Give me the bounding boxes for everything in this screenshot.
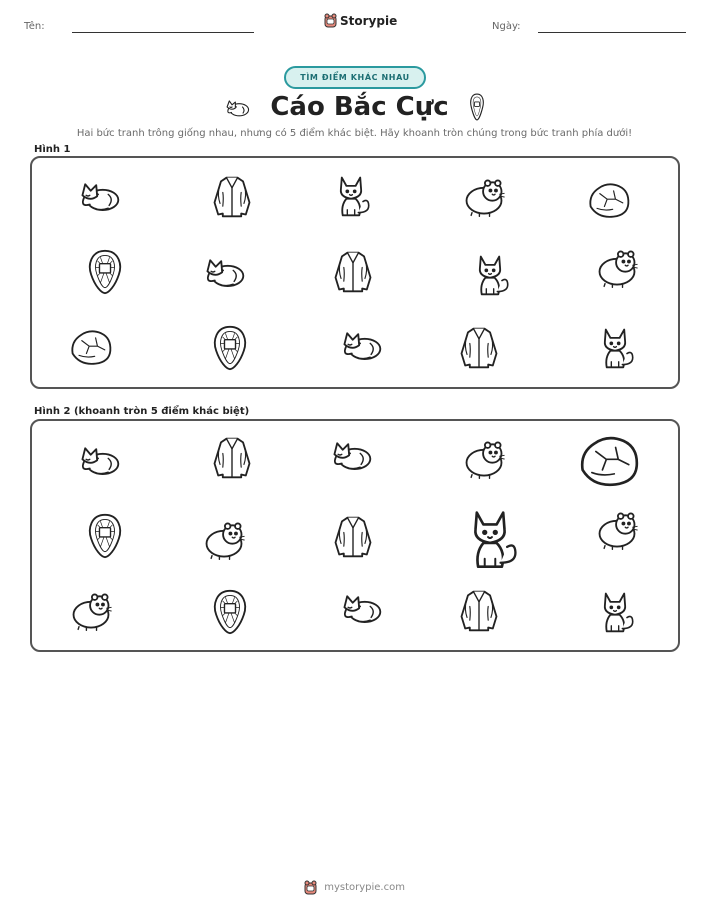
logo-text: Storypie bbox=[340, 13, 398, 28]
snowshoe-icon[interactable] bbox=[82, 513, 128, 559]
rock-icon bbox=[586, 178, 632, 224]
hamster-icon[interactable] bbox=[594, 507, 640, 553]
rock-icon[interactable] bbox=[576, 429, 642, 495]
sitting-fox-icon[interactable] bbox=[592, 589, 638, 635]
picture2-label: Hình 2 (khoanh tròn 5 điểm khác biệt) bbox=[34, 406, 250, 417]
rock-icon bbox=[68, 325, 114, 371]
instructions: Hai bức tranh trông giống nhau, nhưng có 5 điểm khác biệt. Hãy khoanh tròn chúng trong bức tranh phía dưới! bbox=[76, 128, 633, 139]
fur-coat-icon[interactable] bbox=[209, 435, 255, 481]
date-label: Ngày: bbox=[492, 21, 521, 32]
hamster-icon[interactable] bbox=[68, 588, 114, 634]
sleeping-fox-icon[interactable] bbox=[338, 588, 384, 634]
page-title: Cáo Bắc Cực bbox=[270, 92, 449, 122]
sitting-fox-icon bbox=[592, 325, 638, 371]
hamster-icon bbox=[461, 174, 507, 220]
fur-coat-icon[interactable] bbox=[456, 588, 502, 634]
fur-coat-icon bbox=[209, 174, 255, 220]
snowshoe-icon[interactable] bbox=[207, 589, 253, 635]
sleeping-fox-icon[interactable] bbox=[76, 440, 122, 486]
name-line[interactable] bbox=[72, 32, 254, 33]
hamster-icon bbox=[594, 245, 640, 291]
footer bbox=[0, 880, 709, 895]
fur-coat-icon bbox=[456, 325, 502, 371]
hamster-icon[interactable] bbox=[201, 517, 247, 563]
name-label: Tên: bbox=[24, 21, 45, 32]
sleeping-fox-icon[interactable] bbox=[328, 435, 374, 481]
sleeping-fox-icon bbox=[338, 325, 384, 371]
storypie-logo bbox=[324, 13, 397, 28]
sleeping-fox-icon bbox=[223, 96, 251, 118]
sleeping-fox-icon bbox=[76, 176, 122, 222]
title-row bbox=[0, 92, 709, 122]
snowshoe-icon bbox=[468, 93, 486, 121]
sitting-fox-icon bbox=[328, 173, 374, 219]
hamster-icon[interactable] bbox=[461, 436, 507, 482]
footer-url: mystorypie.com bbox=[324, 882, 405, 893]
fur-coat-icon[interactable] bbox=[330, 514, 376, 560]
sitting-fox-icon[interactable] bbox=[457, 506, 523, 572]
storypie-mascot-icon bbox=[324, 13, 337, 28]
sitting-fox-icon bbox=[467, 252, 513, 298]
snowshoe-icon bbox=[207, 325, 253, 371]
fur-coat-icon bbox=[330, 249, 376, 295]
activity-badge: TÌM ĐIỂM KHÁC NHAU bbox=[284, 66, 426, 89]
snowshoe-icon bbox=[82, 249, 128, 295]
picture1-label: Hình 1 bbox=[34, 144, 71, 155]
date-line[interactable] bbox=[538, 32, 686, 33]
storypie-mascot-icon bbox=[304, 880, 317, 895]
sleeping-fox-icon bbox=[201, 252, 247, 298]
